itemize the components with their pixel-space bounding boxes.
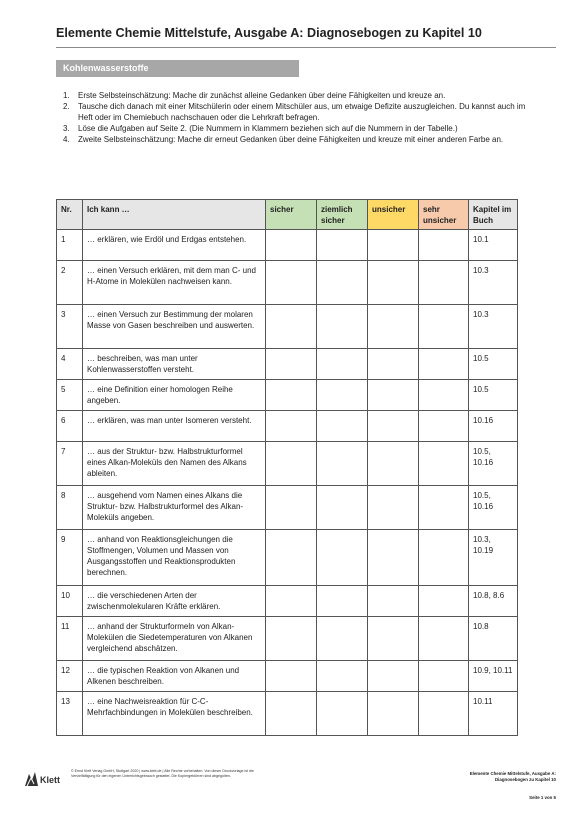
footer-title-line: Elemente Chemie Mittelstufe, Ausgabe A: bbox=[469, 771, 556, 776]
checkbox-sicher[interactable] bbox=[266, 349, 317, 380]
checkbox-sicher[interactable] bbox=[266, 230, 317, 261]
instruction-item bbox=[56, 134, 526, 145]
checkbox-ziemlich-sicher[interactable] bbox=[317, 230, 368, 261]
row-competence: … die typischen Reaktion von Alkanen und Alkenen beschreiben. bbox=[83, 661, 266, 692]
row-number: 11 bbox=[57, 617, 83, 661]
checkbox-ziemlich-sicher[interactable] bbox=[317, 661, 368, 692]
checkbox-ziemlich-sicher[interactable] bbox=[317, 617, 368, 661]
footer-copyright: © Ernst Klett Verlag GmbH, Stuttgart 2020 | www.klett.de | Alle Rechte vorbehalten. Von dieser Druckvorlage ist die Vervielfältigung für den eigenen Unterrichtsgebrauch gestattet. Die Kopiergebühren sind abgegolten. bbox=[71, 769, 254, 779]
checkbox-ziemlich-sicher[interactable] bbox=[317, 486, 368, 530]
row-kapitel: 10.5, 10.16 bbox=[469, 486, 518, 530]
checkbox-sehr-unsicher[interactable] bbox=[419, 617, 469, 661]
checkbox-unsicher[interactable] bbox=[368, 692, 419, 736]
table-row bbox=[57, 661, 518, 692]
checkbox-ziemlich-sicher[interactable] bbox=[317, 349, 368, 380]
row-competence: … beschreiben, was man unter Kohlenwasserstoffen versteht. bbox=[83, 349, 266, 380]
row-competence: … die verschiedenen Arten der zwischenmolekularen Kräfte erklären. bbox=[83, 586, 266, 617]
page-number: Seite 1 von 5 bbox=[529, 795, 556, 800]
table-row bbox=[57, 230, 518, 261]
header-ziemlich-sicher: ziemlich sicher bbox=[317, 200, 368, 230]
table-row bbox=[57, 586, 518, 617]
table-row bbox=[57, 261, 518, 305]
row-competence: … ausgehend vom Namen eines Alkans die Struktur- bzw. Halbstrukturformel des Alkan-Moleküls angeben. bbox=[83, 486, 266, 530]
checkbox-ziemlich-sicher[interactable] bbox=[317, 586, 368, 617]
instruction-item bbox=[56, 123, 526, 134]
header-sicher: sicher bbox=[266, 200, 317, 230]
checkbox-ziemlich-sicher[interactable] bbox=[317, 692, 368, 736]
checkbox-sehr-unsicher[interactable] bbox=[419, 486, 469, 530]
checkbox-sehr-unsicher[interactable] bbox=[419, 442, 469, 486]
table-row bbox=[57, 380, 518, 411]
checkbox-sicher[interactable] bbox=[266, 411, 317, 442]
section-label: Kohlenwasserstoffe bbox=[56, 60, 299, 77]
checkbox-sehr-unsicher[interactable] bbox=[419, 261, 469, 305]
instruction-number: 3. bbox=[63, 124, 70, 133]
row-competence: … einen Versuch zur Bestimmung der molaren Masse von Gasen beschreiben und auswerten. bbox=[83, 305, 266, 349]
klett-logo-icon bbox=[22, 768, 66, 788]
self-assessment-table bbox=[56, 199, 518, 736]
checkbox-sehr-unsicher[interactable] bbox=[419, 305, 469, 349]
checkbox-unsicher[interactable] bbox=[368, 661, 419, 692]
checkbox-sicher[interactable] bbox=[266, 692, 317, 736]
row-number: 6 bbox=[57, 411, 83, 442]
checkbox-sehr-unsicher[interactable] bbox=[419, 692, 469, 736]
row-kapitel: 10.5 bbox=[469, 380, 518, 411]
row-number: 7 bbox=[57, 442, 83, 486]
row-competence: … anhand von Reaktionsgleichungen die Stoffmengen, Volumen und Massen von Ausgangsstoffen und Reaktionsprodukten berechnen. bbox=[83, 530, 266, 586]
instruction-text: Tausche dich danach mit einer Mitschülerin oder einem Mitschüler aus, um etwaige Defizite auszugleichen. Du kannst auch im Heft oder im Chemiebuch nachschauen oder die Lehrkraft befragen. bbox=[78, 102, 526, 122]
header-kapitel: Kapitel im Buch bbox=[469, 200, 518, 230]
checkbox-sehr-unsicher[interactable] bbox=[419, 349, 469, 380]
row-kapitel: 10.9, 10.11 bbox=[469, 661, 518, 692]
row-number: 8 bbox=[57, 486, 83, 530]
page-title: Elemente Chemie Mittelstufe, Ausgabe A: Diagnosebogen zu Kapitel 10 bbox=[56, 26, 482, 40]
title-divider bbox=[56, 47, 556, 48]
row-kapitel: 10.5 bbox=[469, 349, 518, 380]
table-row bbox=[57, 692, 518, 736]
checkbox-sehr-unsicher[interactable] bbox=[419, 380, 469, 411]
checkbox-sehr-unsicher[interactable] bbox=[419, 411, 469, 442]
table-header-row bbox=[57, 200, 518, 230]
table-row bbox=[57, 617, 518, 661]
checkbox-sehr-unsicher[interactable] bbox=[419, 230, 469, 261]
row-number: 4 bbox=[57, 349, 83, 380]
header-nr: Nr. bbox=[57, 200, 83, 230]
checkbox-sehr-unsicher[interactable] bbox=[419, 586, 469, 617]
footer-title-line: Diagnosebogen zu Kapitel 10 bbox=[495, 777, 556, 782]
checkbox-sicher[interactable] bbox=[266, 380, 317, 411]
row-kapitel: 10.3 bbox=[469, 305, 518, 349]
row-kapitel: 10.8 bbox=[469, 617, 518, 661]
row-kapitel: 10.5, 10.16 bbox=[469, 442, 518, 486]
row-competence: … eine Definition einer homologen Reihe angeben. bbox=[83, 380, 266, 411]
row-kapitel: 10.16 bbox=[469, 411, 518, 442]
checkbox-sicher[interactable] bbox=[266, 530, 317, 586]
checkbox-ziemlich-sicher[interactable] bbox=[317, 305, 368, 349]
checkbox-sicher[interactable] bbox=[266, 442, 317, 486]
checkbox-ziemlich-sicher[interactable] bbox=[317, 442, 368, 486]
row-number: 13 bbox=[57, 692, 83, 736]
checkbox-unsicher[interactable] bbox=[368, 617, 419, 661]
checkbox-unsicher[interactable] bbox=[368, 442, 419, 486]
row-kapitel: 10.11 bbox=[469, 692, 518, 736]
row-competence: … erklären, wie Erdöl und Erdgas entstehen. bbox=[83, 230, 266, 261]
checkbox-unsicher[interactable] bbox=[368, 586, 419, 617]
checkbox-unsicher[interactable] bbox=[368, 305, 419, 349]
row-competence: … anhand der Strukturformeln von Alkan-Molekülen die Siedetemperaturen von Alkanen vergleichend abschätzen. bbox=[83, 617, 266, 661]
checkbox-unsicher[interactable] bbox=[368, 261, 419, 305]
row-number: 2 bbox=[57, 261, 83, 305]
row-number: 10 bbox=[57, 586, 83, 617]
checkbox-unsicher[interactable] bbox=[368, 530, 419, 586]
checkbox-unsicher[interactable] bbox=[368, 486, 419, 530]
instruction-list bbox=[56, 90, 526, 145]
row-competence: … aus der Struktur- bzw. Halbstrukturformel eines Alkan-Moleküls den Namen des Alkans ableiten. bbox=[83, 442, 266, 486]
checkbox-sicher[interactable] bbox=[266, 661, 317, 692]
table-row bbox=[57, 486, 518, 530]
checkbox-sicher[interactable] bbox=[266, 617, 317, 661]
footer-document-title bbox=[380, 771, 556, 783]
row-competence: … einen Versuch erklären, mit dem man C- und H-Atome in Molekülen nachweisen kann. bbox=[83, 261, 266, 305]
checkbox-unsicher[interactable] bbox=[368, 349, 419, 380]
instruction-item bbox=[56, 90, 526, 101]
checkbox-sicher[interactable] bbox=[266, 486, 317, 530]
instruction-number: 4. bbox=[63, 135, 70, 144]
instruction-number: 1. bbox=[63, 91, 70, 100]
checkbox-sicher[interactable] bbox=[266, 586, 317, 617]
row-number: 5 bbox=[57, 380, 83, 411]
checkbox-sicher[interactable] bbox=[266, 305, 317, 349]
checkbox-ziemlich-sicher[interactable] bbox=[317, 261, 368, 305]
row-kapitel: 10.3, 10.19 bbox=[469, 530, 518, 586]
logo-text: Klett bbox=[40, 775, 60, 785]
checkbox-sehr-unsicher[interactable] bbox=[419, 661, 469, 692]
table-row bbox=[57, 442, 518, 486]
table-row bbox=[57, 530, 518, 586]
checkbox-unsicher[interactable] bbox=[368, 380, 419, 411]
row-number: 3 bbox=[57, 305, 83, 349]
row-kapitel: 10.3 bbox=[469, 261, 518, 305]
instruction-number: 2. bbox=[63, 102, 70, 111]
instruction-text: Zweite Selbsteinschätzung: Mache dir erneut Gedanken über deine Fähigkeiten und kreuze mit einer anderen Farbe an. bbox=[78, 135, 504, 144]
checkbox-ziemlich-sicher[interactable] bbox=[317, 411, 368, 442]
checkbox-ziemlich-sicher[interactable] bbox=[317, 380, 368, 411]
row-competence: … eine Nachweisreaktion für C-C-Mehrfachbindungen in Molekülen beschreiben. bbox=[83, 692, 266, 736]
instruction-text: Erste Selbsteinschätzung: Mache dir zunächst alleine Gedanken über deine Fähigkeiten und kreuze an. bbox=[78, 91, 446, 100]
header-sehr-unsicher: sehr unsicher bbox=[419, 200, 469, 230]
checkbox-unsicher[interactable] bbox=[368, 230, 419, 261]
checkbox-sehr-unsicher[interactable] bbox=[419, 530, 469, 586]
row-number: 1 bbox=[57, 230, 83, 261]
row-kapitel: 10.8, 8.6 bbox=[469, 586, 518, 617]
instruction-text: Löse die Aufgaben auf Seite 2. (Die Nummern in Klammern beziehen sich auf die Nummern in der Tabelle.) bbox=[78, 124, 458, 133]
row-number: 12 bbox=[57, 661, 83, 692]
instruction-item bbox=[56, 101, 526, 123]
row-competence: … erklären, was man unter Isomeren versteht. bbox=[83, 411, 266, 442]
header-ich-kann: Ich kann … bbox=[83, 200, 266, 230]
row-kapitel: 10.1 bbox=[469, 230, 518, 261]
table-row bbox=[57, 305, 518, 349]
table-row bbox=[57, 411, 518, 442]
checkbox-sicher[interactable] bbox=[266, 261, 317, 305]
row-number: 9 bbox=[57, 530, 83, 586]
checkbox-unsicher[interactable] bbox=[368, 411, 419, 442]
checkbox-ziemlich-sicher[interactable] bbox=[317, 530, 368, 586]
header-unsicher: unsicher bbox=[368, 200, 419, 230]
table-row bbox=[57, 349, 518, 380]
